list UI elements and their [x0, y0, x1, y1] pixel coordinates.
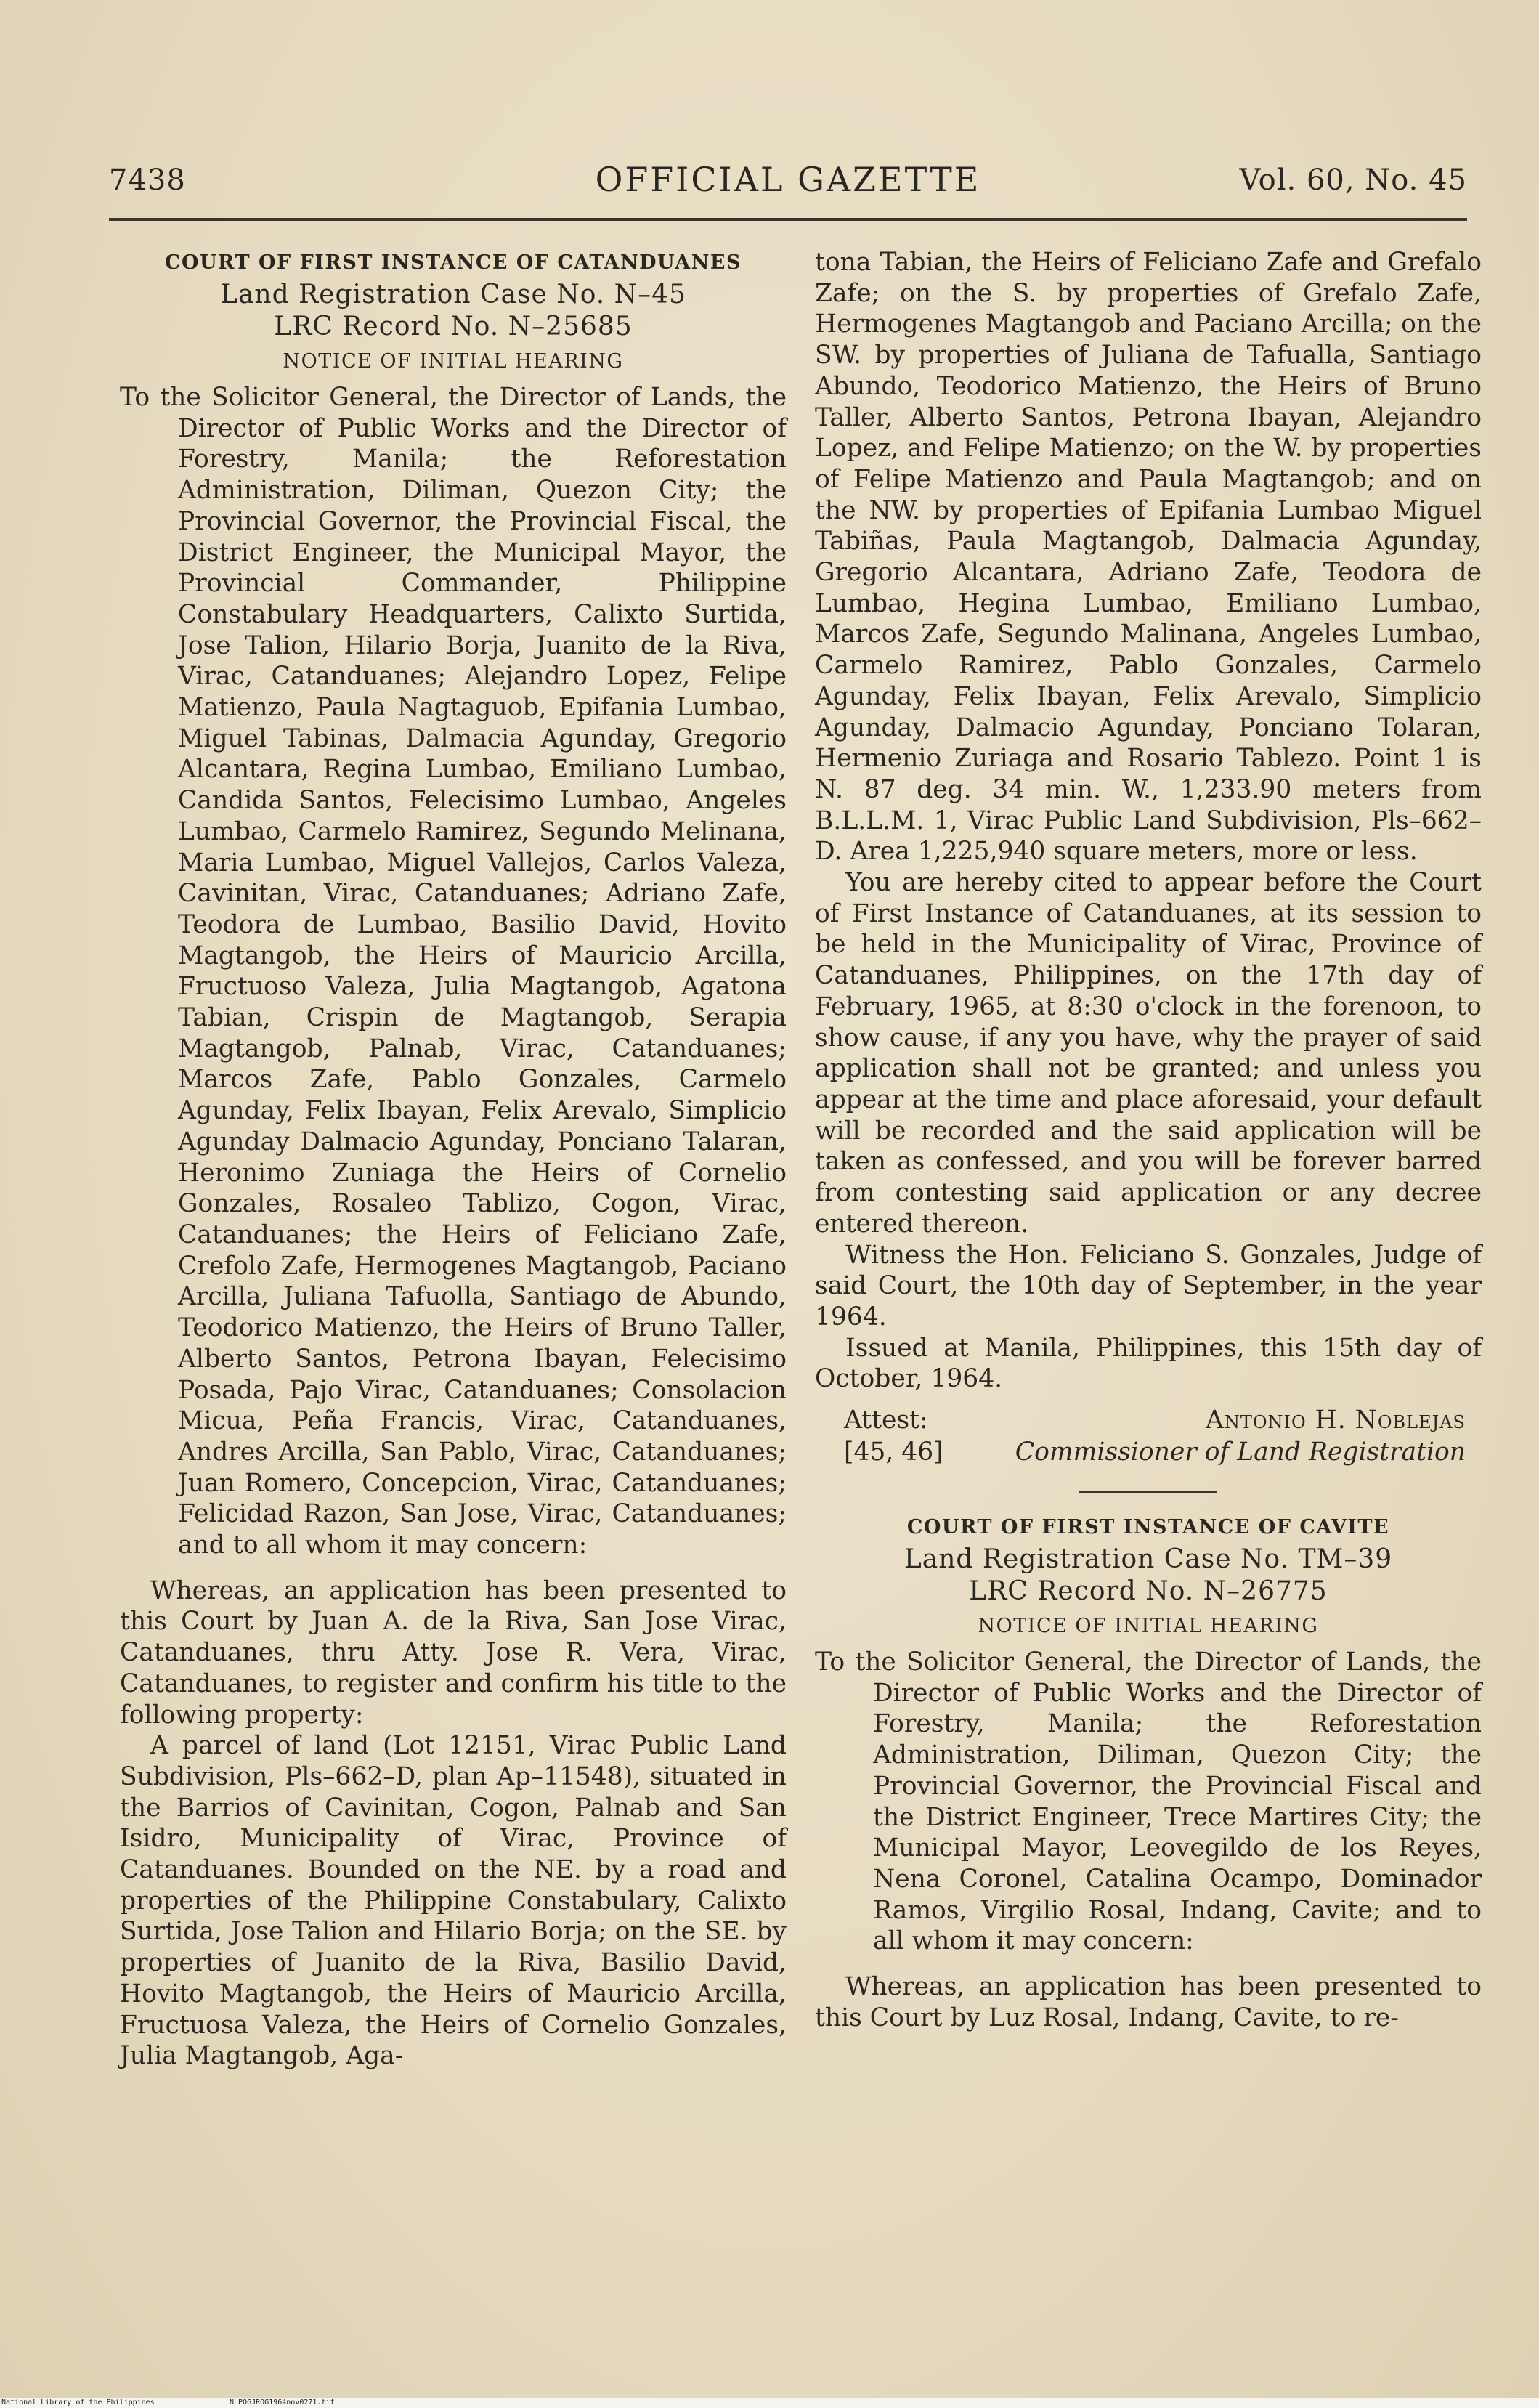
- notice-title: NOTICE OF INITIAL HEARING: [283, 350, 624, 373]
- attestation-block: [815, 1405, 1482, 1469]
- file-name: NLPOGJROG1964nov0271.tif: [230, 2399, 335, 2407]
- case-number-2: Land Registration Case No. TM–39: [903, 1544, 1393, 1575]
- whereas-paragraph: Whereas, an application has been presented to this Court by Juan A. de la Riva, San Jose Virac, Catanduanes, thru Atty. Jose R. Vera, Virac, Catanduanes, to register and confirm his title to the following property:: [120, 1576, 787, 1730]
- parcel-description: [120, 1730, 787, 2072]
- left-column: [120, 247, 787, 2072]
- publication-title: OFFICIAL GAZETTE: [595, 160, 981, 199]
- court-heading: COURT OF FIRST INSTANCE OF CATANDUANES: [165, 251, 742, 274]
- whereas-paragraph-2: Whereas, an application has been presented to this Court by Luz Rosal, Indang, Cavite, to re-: [815, 1972, 1482, 2032]
- court-heading-2: COURT OF FIRST INSTANCE OF CAVITE: [906, 1516, 1390, 1539]
- right-column: [815, 247, 1482, 2033]
- header-rule: [109, 218, 1467, 221]
- scan-footer: [0, 2398, 1539, 2408]
- signatory-name: Antonio H. Noblejas: [1205, 1406, 1466, 1435]
- page-number: 7438: [109, 163, 186, 197]
- witness-paragraph: Witness the Hon. Feliciano S. Gonzales, Judge of said Court, the 10th day of September, in the year 1964.: [815, 1240, 1482, 1331]
- attest-label: Attest:: [844, 1406, 928, 1435]
- page-header: [109, 156, 1467, 207]
- case-number: Land Registration Case No. N–45: [220, 280, 686, 309]
- record-number: LRC Record No. N–25685: [274, 312, 633, 341]
- parcel-text: A parcel of land (Lot 12151, Virac Public Land Subdivision, Pls–662–D, plan Ap–11548), situated in the Barrios of Cavinitan, Cogon, Palnab and San Isidro, Municipality of Virac, Province of Catanduanes. Bounded on the NE. by a road and properties of the Philippine Constabulary, Calixto Surtida, Jose Talion and Hilario Borja; on the SE. by properties of Juanito de la Riva, Basilio David, Hovito Magtangob, the Heirs of Mauricio Arcilla, Fructuosa Valeza, the Heirs of Cornelio Gonzales, Julia Magtangob, Aga-: [120, 1731, 787, 2071]
- notice-title-2: NOTICE OF INITIAL HEARING: [978, 1615, 1319, 1638]
- addressees-paragraph-2: To the Solicitor General, the Director of Lands, the Director of Public Works and the Director of Forestry, Manila; the Reforestation Administration, Diliman, Quezon City; the Provincial Governor, the Provincial Fiscal and the District Engineer, Trece Martires City; the Municipal Mayor, Leovegildo de los Reyes, Nena Coronel, Catalina Ocampo, Dominador Ramos, Virgilio Rosal, Indang, Cavite; and to all whom it may concern:: [815, 1647, 1482, 1956]
- volume-number: Vol. 60, No. 45: [1239, 163, 1467, 197]
- signatory-title: Commissioner of Land Registration: [1015, 1438, 1466, 1467]
- library-credit: National Library of the Philippines: [1, 2399, 155, 2407]
- citation-paragraph: You are hereby cited to appear before the Court of First Instance of Catanduanes, at its session to be held in the Municipality of Virac, Province of Catanduanes, Philippines, on the 17th day of February, 1965, at 8:30 o'clock in the forenoon, to show cause, if any you have, why the prayer of said application shall not be granted; and unless you appear at the time and place aforesaid, your default will be recorded and the said application will be taken as confessed, and you will be forever barred from contesting said application or any decree entered thereon.: [815, 868, 1482, 1239]
- issued-paragraph: Issued at Manila, Philippines, this 15th day of October, 1964.: [815, 1333, 1482, 1394]
- addressees-paragraph: To the Solicitor General, the Director of Lands, the Director of Public Works and the Director of Forestry, Manila; the Reforestation Administration, Diliman, Quezon City; the Provincial Governor, the Provincial Fiscal, the District Engineer, the Municipal Mayor, the Provincial Commander, Philippine Constabulary Headquarters, Calixto Surtida, Jose Talion, Hilario Borja, Juanito de la Riva, Virac, Catanduanes; Alejandro Lopez, Felipe Matienzo, Paula Nagtaguob, Epifania Lumbao, Miguel Tabinas, Dalmacia Agunday, Gregorio Alcantara, Regina Lumbao, Emiliano Lumbao, Candida Santos, Felecisimo Lumbao, Angeles Lumbao, Carmelo Ramirez, Segundo Melinana, Maria Lumbao, Miguel Vallejos, Carlos Valeza, Cavinitan, Virac, Catanduanes; Adriano Zafe, Teodora de Lumbao, Basilio David, Hovito Magtangob, the Heirs of Mauricio Arcilla, Fructuoso Valeza, Julia Magtangob, Agatona Tabian, Crispin de Magtangob, Serapia Magtangob, Palnab, Virac, Catanduanes; Marcos Zafe, Pablo Gonzales, Carmelo Agunday, Felix Ibayan, Felix Arevalo, Simplicio Agunday Dalmacio Agunday, Ponciano Talaran, Heronimo Zuniaga the Heirs of Cornelio Gonzales, Rosaleo Tablizo, Cogon, Virac, Catanduanes; the Heirs of Feliciano Zafe, Crefolo Zafe, Hermogenes Magtangob, Paciano Arcilla, Juliana Tafuolla, Santiago de Abundo, Teodorico Matienzo, the Heirs of Bruno Taller, Alberto Santos, Petrona Ibayan, Felecisimo Posada, Pajo Virac, Catanduanes; Consolacion Micua, Peña Francis, Virac, Catanduanes, Andres Arcilla, San Pablo, Virac, Catanduanes; Juan Romero, Concepcion, Virac, Catanduanes; Felicidad Razon, San Jose, Virac, Catanduanes; and to all whom it may concern:: [120, 383, 787, 1560]
- parcel-continuation: tona Tabian, the Heirs of Feliciano Zafe and Grefalo Zafe; on the S. by properties of Grefalo Zafe, Hermogenes Magtangob and Paciano Arcilla; on the SW. by properties of Juliana de Tafualla, Santiago Abundo, Teodorico Matienzo, the Heirs of Bruno Taller, Alberto Santos, Petrona Ibayan, Alejandro Lopez, and Felipe Matienzo; on the W. by properties of Felipe Matienzo and Paula Magtangob; and on the NW. by properties of Epifania Lumbao Miguel Tabiñas, Paula Magtangob, Dalmacia Agunday, Gregorio Alcantara, Adriano Zafe, Teodora de Lumbao, Hegina Lumbao, Emiliano Lumbao, Marcos Zafe, Segundo Malinana, Angeles Lumbao, Carmelo Ramirez, Pablo Gonzales, Carmelo Agunday, Felix Ibayan, Felix Arevalo, Simplicio Agunday, Dalmacio Agunday, Ponciano Tolaran, Hermenio Zuriaga and Rosario Tablezo. Point 1 is N. 87 deg. 34 min. W., 1,233.90 meters from B.L.L.M. 1, Virac Public Land Subdivision, Pls–662–D. Area 1,225,940 square meters, more or less.: [815, 248, 1482, 867]
- issue-reference: [45, 46]: [844, 1438, 943, 1467]
- section-divider: [1079, 1491, 1217, 1493]
- record-number-2: LRC Record No. N–26775: [969, 1576, 1328, 1607]
